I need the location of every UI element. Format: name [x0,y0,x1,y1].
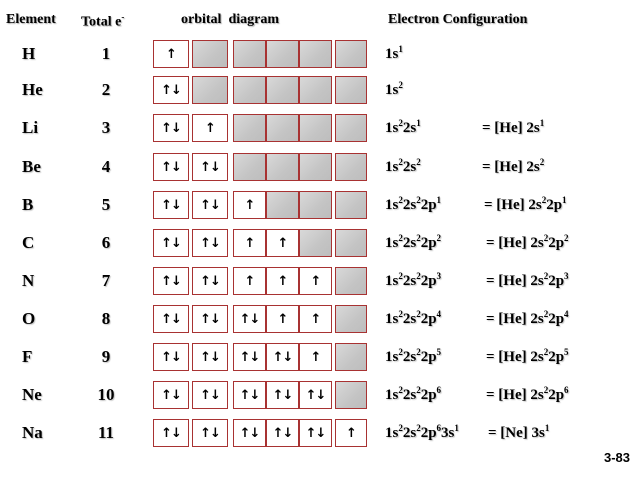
orbital-box-s2 [192,229,228,257]
noble-gas-notation [484,197,567,214]
orbital-box-p3 [299,76,332,104]
orbital-box-s3 [335,229,367,257]
electron-arrows-icon: ↑↓ [272,350,293,365]
config-term: 1s [385,82,399,98]
noble-gas-notation [488,425,549,442]
orbital-box-p1 [233,343,266,371]
config-exponent: 1 [436,195,442,205]
table-row [0,419,638,449]
config-term: 1s [385,235,399,251]
header-element: Element [6,12,56,27]
config-exponent: 2 [398,271,403,281]
config-exponent: 2 [416,157,421,167]
config-exponent: 6 [436,385,442,395]
electron-arrows-icon: ↑ [310,274,321,289]
shorthand-term: = [Ne] 3s [488,425,545,441]
orbital-box-p2 [266,305,299,333]
electron-arrows-icon: ↑↓ [200,274,220,289]
electron-arrows-icon: ↑↓ [239,312,260,327]
electron-configuration [385,235,441,252]
config-exponent: 6 [436,423,442,433]
electron-arrows-icon: ↑ [277,274,288,289]
electron-configuration [385,82,403,99]
shorthand-term: = [He] 2s [486,235,544,251]
orbital-box-s3 [335,343,367,371]
orbital-box-s1 [153,343,189,371]
table-row [0,40,638,70]
orbital-box-s1 [153,419,189,447]
orbital-box-s2 [192,114,228,142]
electron-configuration [385,120,421,137]
config-exponent: 2 [416,195,421,205]
noble-gas-notation [482,159,544,176]
electron-arrows-icon: ↑↓ [161,274,181,289]
header-total-label: Total e [81,14,122,30]
config-term: 2s [402,311,417,327]
total-electrons: 5 [101,195,111,214]
config-exponent: 2 [398,385,403,395]
element-symbol: Ne [22,385,42,404]
electron-arrows-icon: ↑↓ [161,388,181,403]
table-row [0,381,638,411]
table-row [0,114,638,144]
orbital-box-p3 [299,381,332,409]
config-term: 1s [385,197,399,213]
electron-arrows-icon: ↑↓ [200,198,220,213]
noble-gas-notation [486,387,569,404]
orbital-box-p1 [233,114,266,142]
config-term: 2p [420,387,437,403]
shorthand-term: 2p [548,387,565,403]
electron-arrows-icon: ↑ [310,312,321,327]
element-symbol: He [22,80,43,99]
element-symbol: C [22,233,35,252]
orbital-box-s2 [192,343,228,371]
orbital-box-p3 [299,191,332,219]
shorthand-exponent: 2 [543,347,549,357]
config-exponent: 2 [416,385,421,395]
shorthand-exponent: 1 [544,423,550,433]
total-electrons: 8 [101,309,111,328]
electron-arrows-icon: ↑↓ [200,388,220,403]
header-electron-configuration: Electron Configuration [388,12,528,27]
orbital-box-s1 [153,40,189,68]
orbital-box-s2 [192,419,228,447]
electron-arrows-icon: ↑ [244,274,255,289]
config-exponent: 2 [416,347,421,357]
element-symbol: B [22,195,34,214]
orbital-box-p1 [233,305,266,333]
config-term: 1s [385,159,399,175]
orbital-box-s1 [153,229,189,257]
config-term: 2p [420,311,437,327]
orbital-box-p2 [266,419,299,447]
element-symbol: O [22,309,36,328]
orbital-box-p2 [266,343,299,371]
orbital-box-p1 [233,191,266,219]
electron-arrows-icon: ↑↓ [161,236,181,251]
electron-arrows-icon: ↑↓ [200,350,220,365]
electron-arrows-icon: ↑ [205,121,215,136]
electron-configuration [385,46,403,63]
electron-arrows-icon: ↑↓ [272,388,293,403]
element-symbol: Be [22,157,41,176]
element-symbol: Li [22,118,39,137]
shorthand-exponent: 1 [539,118,545,128]
orbital-box-s2 [192,191,228,219]
config-exponent: 2 [398,309,403,319]
orbital-box-s1 [153,191,189,219]
shorthand-term: = [He] 2s [486,349,544,365]
config-term: 1s [385,387,399,403]
shorthand-term: = [He] 2s [486,387,544,403]
orbital-box-s3 [335,40,367,68]
element-symbol: F [22,347,33,366]
electron-arrows-icon: ↑↓ [161,198,181,213]
electron-arrows-icon: ↑↓ [161,350,181,365]
shorthand-exponent: 2 [543,271,549,281]
element-symbol: H [22,44,36,63]
config-exponent: 2 [416,271,421,281]
orbital-box-p3 [299,267,332,295]
orbital-box-s2 [192,153,228,181]
header-total-superscript: - [121,12,125,22]
config-term: 1s [385,349,399,365]
shorthand-exponent: 3 [564,271,569,281]
electron-arrows-icon: ↑↓ [161,160,181,175]
electron-arrows-icon: ↑↓ [200,312,220,327]
orbital-box-s1 [153,153,189,181]
electron-configuration [385,273,441,290]
shorthand-exponent: 2 [541,195,547,205]
config-exponent: 2 [416,233,421,243]
config-term: 2s [402,425,417,441]
header-orbital-label: orbital diagram [181,12,279,27]
orbital-box-p2 [266,191,299,219]
orbital-box-s2 [192,305,228,333]
electron-arrows-icon: ↑↓ [239,388,260,403]
orbital-box-p2 [266,114,299,142]
total-electrons: 4 [101,157,111,176]
electron-arrows-icon: ↑ [244,236,255,251]
orbital-box-s2 [192,267,228,295]
config-exponent: 2 [416,309,421,319]
total-electrons: 1 [101,44,111,63]
shorthand-term: = [He] 2s [486,311,544,327]
total-electrons: 3 [101,118,111,137]
header-orbital-diagram [181,12,279,28]
config-term: 2p [420,425,437,441]
orbital-box-p1 [233,419,266,447]
config-exponent: 2 [416,423,421,433]
config-exponent: 2 [398,80,403,90]
table-row [0,76,638,106]
total-electrons: 9 [101,347,111,366]
electron-arrows-icon: ↑↓ [272,426,293,441]
shorthand-exponent: 2 [543,233,549,243]
noble-gas-notation [482,120,544,137]
electron-arrows-icon: ↑ [310,350,321,365]
shorthand-term: = [He] 2s [482,120,540,136]
config-exponent: 2 [398,118,403,128]
orbital-box-s2 [192,76,228,104]
orbital-box-s1 [153,267,189,295]
electron-arrows-icon: ↑↓ [161,426,181,441]
electron-arrows-icon: ↑ [277,312,288,327]
total-electrons: 2 [101,80,111,99]
table-row [0,267,638,297]
orbital-box-s2 [192,40,228,68]
table-row [0,191,638,221]
electron-configuration [385,197,441,214]
orbital-box-p2 [266,229,299,257]
table-row [0,343,638,373]
orbital-box-s3 [335,153,367,181]
config-exponent: 4 [436,309,442,319]
shorthand-term: 2p [548,273,565,289]
orbital-box-s2 [192,381,228,409]
table-row [0,229,638,259]
electron-arrows-icon: ↑ [244,198,255,213]
config-exponent: 2 [398,157,403,167]
electron-arrows-icon: ↑↓ [305,426,326,441]
electron-arrows-icon: ↑↓ [200,426,220,441]
orbital-box-s3 [335,191,367,219]
shorthand-exponent: 2 [543,309,549,319]
config-term: 1s [385,311,399,327]
electron-arrows-icon: ↑↓ [305,388,326,403]
shorthand-term: 2p [548,235,565,251]
config-exponent: 3 [436,271,442,281]
noble-gas-notation [486,235,569,252]
shorthand-term: 2p [546,197,563,213]
config-exponent: 1 [398,44,403,54]
orbital-box-p2 [266,267,299,295]
orbital-box-p2 [266,76,299,104]
orbital-box-p2 [266,40,299,68]
config-term: 1s [385,425,399,441]
config-term: 2s [402,197,417,213]
electron-arrows-icon: ↑↓ [239,426,260,441]
config-term: 2s [402,349,417,365]
noble-gas-notation [486,273,569,290]
shorthand-exponent: 6 [564,385,569,395]
orbital-box-p1 [233,153,266,181]
config-term: 2s [402,387,417,403]
config-exponent: 2 [398,195,403,205]
electron-configuration [385,349,441,366]
config-exponent: 2 [398,423,403,433]
config-term: 2s [402,235,417,251]
orbital-box-p3 [299,40,332,68]
orbital-box-p1 [233,229,266,257]
orbital-box-s1 [153,76,189,104]
electron-arrows-icon: ↑↓ [161,83,181,98]
total-electrons: 10 [97,385,115,404]
electron-arrows-icon: ↑↓ [200,236,220,251]
orbital-box-s3 [335,419,367,447]
shorthand-exponent: 2 [564,233,569,243]
config-term: 2s [402,120,417,136]
shorthand-exponent: 2 [539,157,545,167]
shorthand-exponent: 2 [543,385,549,395]
electron-arrows-icon: ↑↓ [239,350,260,365]
noble-gas-notation [486,349,569,366]
total-electrons: 11 [97,423,115,442]
orbital-box-s3 [335,114,367,142]
config-term: 1s [385,120,399,136]
config-term: 2s [402,159,417,175]
electron-arrows-icon: ↑↓ [200,160,220,175]
shorthand-exponent: 1 [562,195,567,205]
shorthand-exponent: 5 [564,347,569,357]
config-term: 1s [385,273,399,289]
orbital-box-s1 [153,305,189,333]
config-term: 1s [385,46,399,62]
config-exponent: 2 [398,347,403,357]
config-term: 2p [420,349,437,365]
orbital-box-p1 [233,76,266,104]
table-row [0,305,638,335]
config-exponent: 1 [416,118,421,128]
orbital-box-p2 [266,381,299,409]
orbital-box-s3 [335,267,367,295]
config-term: 3s [441,425,455,441]
shorthand-term: 2p [548,311,565,327]
shorthand-term: = [He] 2s [482,159,540,175]
noble-gas-notation [486,311,569,328]
electron-arrows-icon: ↑ [277,236,288,251]
element-symbol: Na [22,423,43,442]
shorthand-term: = [He] 2s [486,273,544,289]
orbital-box-p1 [233,267,266,295]
electron-arrows-icon: ↑↓ [161,312,181,327]
orbital-box-p3 [299,114,332,142]
config-term: 2p [420,235,437,251]
shorthand-term: 2p [548,349,565,365]
config-exponent: 2 [436,233,442,243]
total-electrons: 7 [101,271,111,290]
shorthand-exponent: 4 [564,309,569,319]
page-number: 3-83 [603,450,630,465]
orbital-box-s3 [335,76,367,104]
orbital-box-s3 [335,305,367,333]
electron-configuration [385,311,441,328]
config-exponent: 2 [398,233,403,243]
config-term: 2s [402,273,417,289]
shorthand-term: = [He] 2s [484,197,542,213]
orbital-box-p3 [299,419,332,447]
electron-arrows-icon: ↑ [166,47,176,62]
table-row [0,153,638,183]
config-term: 2p [420,273,437,289]
electron-arrows-icon: ↑↓ [161,121,181,136]
orbital-box-p1 [233,40,266,68]
orbital-box-p1 [233,381,266,409]
electron-configuration [385,159,421,176]
header-total-electrons [81,12,124,31]
config-exponent: 1 [454,423,459,433]
orbital-box-s1 [153,114,189,142]
orbital-box-p3 [299,305,332,333]
electron-configuration [385,425,459,442]
orbital-box-p2 [266,153,299,181]
element-symbol: N [22,271,35,290]
orbital-box-p3 [299,229,332,257]
config-exponent: 5 [436,347,442,357]
orbital-box-p3 [299,343,332,371]
orbital-box-s1 [153,381,189,409]
config-term: 2p [420,197,437,213]
orbital-box-s3 [335,381,367,409]
orbital-box-p3 [299,153,332,181]
electron-configuration [385,387,441,404]
total-electrons: 6 [101,233,111,252]
electron-arrows-icon: ↑ [346,426,356,441]
